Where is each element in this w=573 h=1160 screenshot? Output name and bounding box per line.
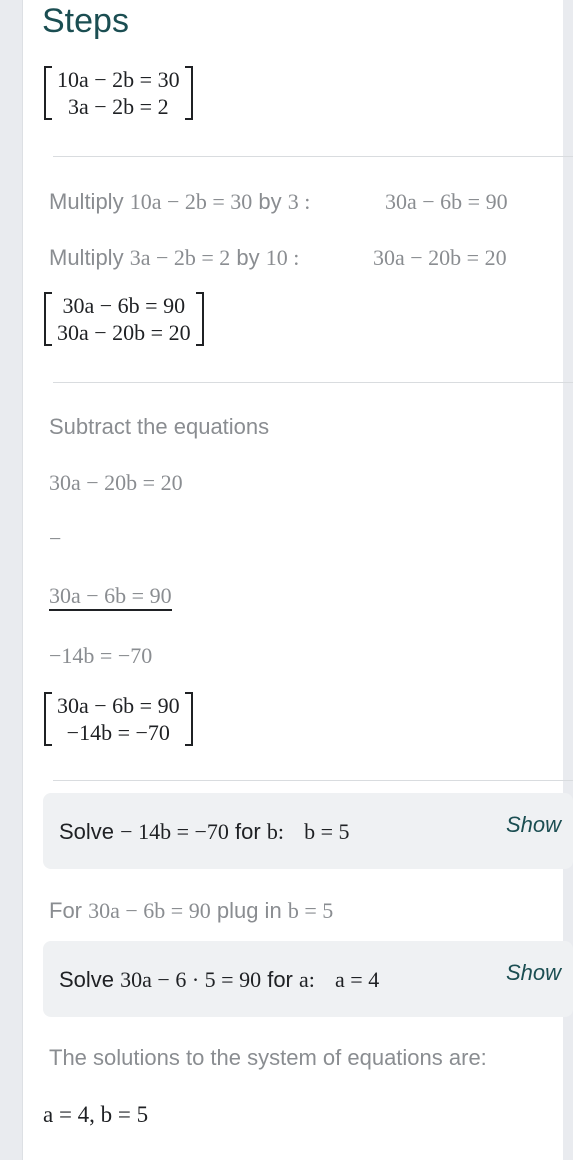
matrix-row: 3a − 2b = 2 (68, 94, 169, 119)
step-answer: b = 5 (304, 819, 350, 844)
step-value: b = 5 (287, 898, 334, 923)
step-variable: a: (299, 967, 315, 992)
underlined-equation: 30a − 6b = 90 (49, 583, 172, 611)
multiply-result-2: 30a − 20b = 20 (373, 245, 507, 270)
scaled-system-matrix (44, 292, 204, 346)
step-text: Solve (59, 819, 115, 844)
matrix-row: −14b = −70 (66, 720, 170, 745)
solutions-label: The solutions to the system of equations are: (49, 1045, 487, 1070)
step-equation: 3a − 2b = 2 (129, 245, 231, 270)
initial-system-matrix (44, 66, 193, 120)
step-equation: 30a − 6 · 5 = 90 (120, 967, 262, 992)
step-factor: 10 : (265, 245, 300, 270)
step-text: plug in (216, 898, 282, 923)
step-variable: b: (266, 819, 284, 844)
page-title: Steps (42, 2, 129, 40)
solve-a-label (59, 967, 379, 993)
step-text: for (235, 819, 261, 844)
multiply-result-1: 30a − 6b = 90 (385, 189, 508, 214)
divider (53, 780, 573, 781)
subtract-eq-top: 30a − 20b = 20 (49, 470, 183, 495)
step-answer: a = 4 (335, 967, 380, 992)
step-equation: 10a − 2b = 30 (129, 189, 253, 214)
solve-b-label (59, 819, 350, 845)
step-text: For (49, 898, 82, 923)
solve-b-box[interactable] (43, 793, 573, 869)
divider (53, 382, 573, 383)
show-steps-link[interactable]: Show (506, 812, 562, 837)
matrix-row: 30a − 6b = 90 (62, 293, 186, 318)
step-text: Multiply (49, 189, 124, 214)
step-text: for (267, 967, 293, 992)
step-equation: − 14b = −70 (120, 819, 229, 844)
solve-a-box[interactable] (43, 941, 573, 1017)
matrix-row: 30a − 6b = 90 (57, 693, 180, 718)
steps-panel (22, 0, 563, 1160)
subtract-minus: − (49, 526, 62, 551)
subtract-label: Subtract the equations (49, 414, 270, 439)
solutions-value: a = 4, b = 5 (43, 1102, 149, 1127)
divider (53, 156, 573, 157)
show-steps-link[interactable]: Show (506, 960, 562, 985)
multiply-step-2 (49, 245, 299, 271)
step-text: by (258, 189, 282, 214)
matrix-row: 30a − 20b = 20 (57, 320, 191, 345)
subtract-result: −14b = −70 (49, 643, 153, 668)
step-text: by (236, 245, 260, 270)
reduced-system-matrix (44, 692, 193, 746)
plug-in-step (49, 898, 333, 924)
step-factor: 3 : (287, 189, 311, 214)
step-equation: 30a − 6b = 90 (88, 898, 211, 923)
step-text: Solve (59, 967, 115, 992)
matrix-row: 10a − 2b = 30 (57, 67, 180, 92)
subtract-eq-bottom (49, 583, 172, 609)
multiply-step-1 (49, 189, 310, 215)
step-text: Multiply (49, 245, 124, 270)
